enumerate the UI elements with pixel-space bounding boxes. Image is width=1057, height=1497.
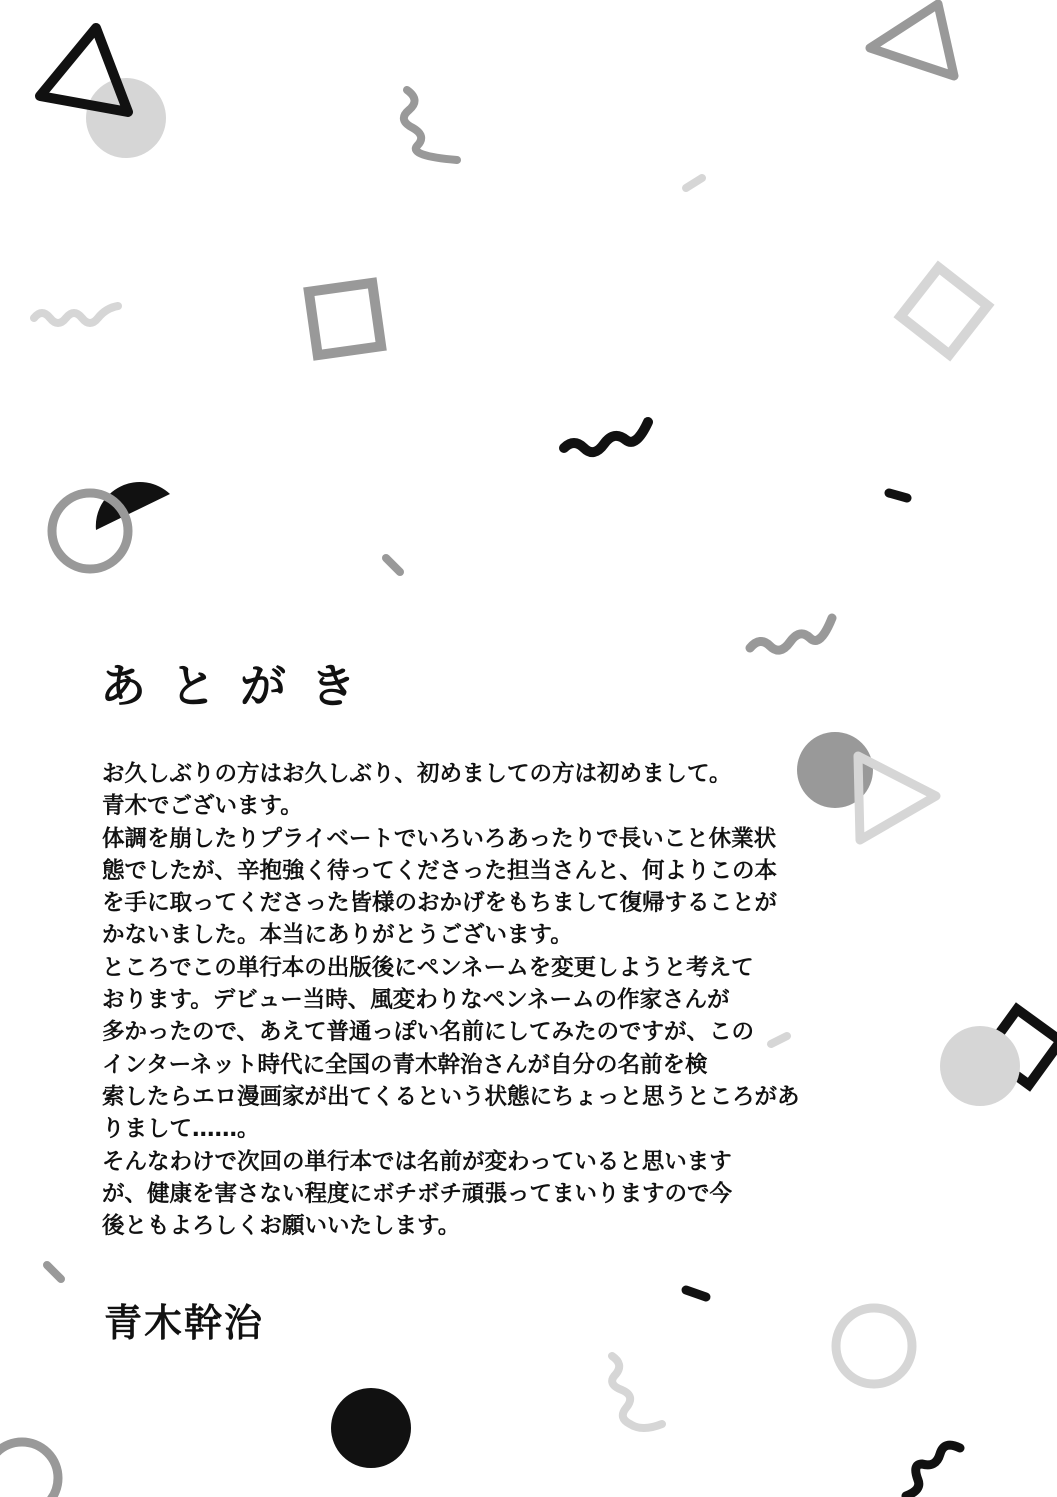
square-shape bbox=[309, 283, 381, 355]
page-title: あとがき bbox=[100, 659, 380, 713]
body-line: インターネット時代に全国の青木幹治さんが自分の名前を検 bbox=[102, 1051, 708, 1078]
body-line: ところでこの単行本の出版後にペンネームを変更しようと考えて bbox=[102, 954, 754, 981]
dash-shape bbox=[889, 493, 907, 498]
squiggle-shape bbox=[906, 1445, 960, 1496]
circle-shape bbox=[331, 1388, 411, 1468]
ring-shape bbox=[52, 493, 128, 569]
body-line: 索したらエロ漫画家が出てくるという状態にちょっと思うところがあ bbox=[102, 1083, 800, 1110]
body-line: 態でしたが、辛抱強く待ってくださった担当さんと、何よりこの本 bbox=[102, 857, 778, 884]
body-line: おります。デビュー当時、風変わりなペンネームの作家さんが bbox=[102, 987, 730, 1014]
circle-shape bbox=[86, 78, 166, 158]
body-line: かないました。本当にありがとうございます。 bbox=[102, 922, 573, 949]
body-line: りまして……。 bbox=[102, 1116, 260, 1143]
body-line: 多かったので、あえて普通っぽい名前にしてみたのですが、この bbox=[102, 1019, 755, 1046]
afterword-body bbox=[102, 758, 800, 1242]
body-line: 体調を崩したりプライベートでいろいろあったりで長いこと休業状 bbox=[102, 825, 777, 852]
triangle-shape bbox=[870, 4, 954, 76]
dash-shape bbox=[386, 558, 400, 572]
circle-shape bbox=[940, 1026, 1020, 1106]
dash-shape bbox=[771, 1036, 787, 1044]
ring-shape bbox=[0, 1442, 58, 1497]
squiggle-shape bbox=[34, 306, 118, 323]
author-signature: 青木幹治 bbox=[104, 1301, 265, 1345]
ring-shape bbox=[836, 1308, 912, 1384]
body-line: を手に取ってくださった皆様のおかげをもちまして復帰することが bbox=[102, 890, 778, 917]
half-circle-shape bbox=[96, 482, 170, 530]
squiggle-shape bbox=[612, 1356, 662, 1428]
dash-shape bbox=[686, 1290, 706, 1297]
body-line: 後ともよろしくお願いいたします。 bbox=[102, 1213, 461, 1240]
dash-shape bbox=[686, 178, 702, 188]
body-line: お久しぶりの方はお久しぶり、初めましての方は初めまして。 bbox=[102, 761, 732, 787]
body-line: が、健康を害さない程度にボチボチ頑張ってまいりますので今 bbox=[102, 1180, 733, 1207]
dash-shape bbox=[47, 1265, 61, 1279]
squiggle-shape bbox=[750, 618, 832, 650]
body-line: そんなわけで次回の単行本では名前が変わっていると思います bbox=[102, 1148, 732, 1175]
squiggle-shape bbox=[564, 422, 648, 452]
squiggle-shape bbox=[404, 90, 457, 160]
body-line: 青木でございます。 bbox=[102, 793, 303, 820]
square-shape bbox=[900, 267, 987, 354]
